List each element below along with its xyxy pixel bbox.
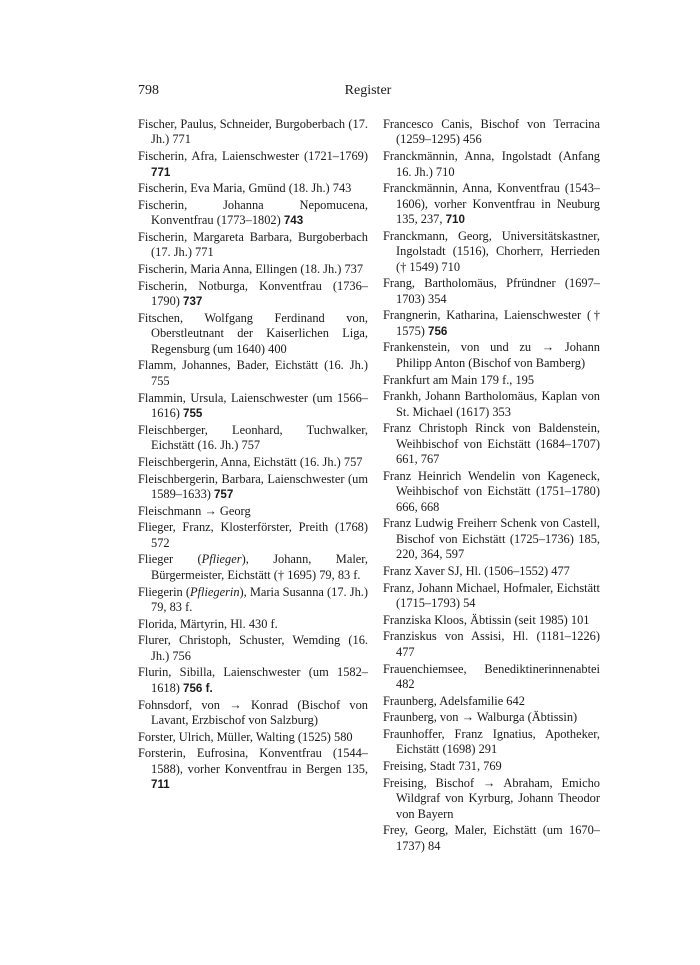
entry-text: Freising, Stadt 731, 769 [383, 759, 502, 774]
entry-text: Fleischbergerin, Anna, Eichstätt (16. Jh.) 757 [138, 454, 363, 469]
index-entry [383, 308, 600, 339]
index-entry [138, 391, 368, 422]
entry-text: Fischerin, Margareta Barbara, Burgoberbach (17. Jh.) 771 [138, 230, 368, 260]
index-entry [138, 585, 368, 616]
index-entry [383, 629, 600, 660]
index-entry [383, 229, 600, 275]
index-entry [383, 276, 600, 307]
entry-main-reference: 756 [428, 324, 448, 338]
index-entry [138, 520, 368, 551]
index-entry [383, 581, 600, 612]
entry-main-reference: 755 [183, 406, 203, 420]
index-entry [383, 776, 600, 822]
index-entry [138, 455, 368, 470]
index-entry [383, 389, 600, 420]
entry-text: Frangnerin, Katharina, Laienschwester († 1575) [383, 308, 600, 338]
index-entry [383, 694, 600, 709]
entry-text: Flammin, Ursula, Laienschwester (um 1566–1616) [138, 390, 368, 420]
index-entry [383, 613, 600, 628]
entry-text: Frauenchiemsee, Benediktinerinnenabtei 482 [383, 661, 600, 691]
entry-text: Flamm, Johannes, Bader, Eichstätt (16. Jh.) 755 [138, 358, 368, 388]
entry-main-reference: 771 [151, 165, 171, 179]
index-entry [138, 262, 368, 277]
index-entry [383, 340, 600, 371]
index-entry [138, 423, 368, 454]
index-entry [383, 373, 600, 388]
index-entry [383, 181, 600, 227]
entry-text: Freising, Bischof → Abraham, Emicho Wildgraf von Kyrburg, Johann Theodor von Bayern [383, 775, 600, 821]
entry-text: Flurer, Christoph, Schuster, Wemding (16. Jh.) 756 [138, 633, 368, 663]
index-entry [138, 633, 368, 664]
entry-text: Franz Heinrich Wendelin von Kageneck, Weihbischof von Eichstätt (1751–1780) 666, 668 [383, 468, 600, 514]
index-entry [383, 516, 600, 562]
index-entry [383, 710, 600, 725]
index-entry [138, 552, 368, 583]
entry-text: Fischerin, Afra, Laienschwester (1721–1769) [138, 149, 368, 164]
entry-text: Fleischmann → Georg [138, 503, 251, 518]
entry-text: Fraunhoffer, Franz Ignatius, Apotheker, Eichstätt (1698) 291 [383, 727, 600, 757]
entry-text: Frang, Bartholomäus, Pfründner (1697–1703) 354 [383, 276, 600, 306]
index-entry [138, 746, 368, 792]
entry-text: Fleischberger, Leonhard, Tuchwalker, Eichstätt (16. Jh.) 757 [138, 422, 368, 453]
entry-text: Forsterin, Eufrosina, Konventfrau (1544–1588), vorher Konventfrau in Bergen 135, [138, 746, 368, 776]
entry-text: Fischerin, Notburga, Konventfrau (1736–1790) [138, 278, 368, 309]
index-entry [138, 198, 368, 229]
entry-main-reference: 711 [151, 778, 170, 792]
index-entry [383, 421, 600, 467]
entry-text: Franziska Kloos, Äbtissin (seit 1985) 101 [383, 612, 590, 627]
index-entry [383, 662, 600, 693]
entry-main-reference: 743 [283, 214, 304, 228]
index-entry [138, 698, 368, 729]
entry-text: ), Maria Susanna (17. Jh.) 79, 83 f. [151, 584, 368, 614]
index-entry [383, 823, 600, 854]
entry-text: Forster, Ulrich, Müller, Walting (1525) 580 [138, 729, 353, 744]
entry-text: Fleischbergerin, Barbara, Laienschwester (um 1589–1633) [138, 471, 368, 501]
running-head: Register [344, 83, 392, 98]
entry-text: Fischerin, Johanna Nepomucena, Konventfrau (1773–1802) [138, 197, 368, 228]
entry-text: Fischer, Paulus, Schneider, Burgoberbach (17. Jh.) 771 [138, 117, 368, 147]
index-entry [383, 759, 600, 774]
entry-variant-name: Pfliegerin [189, 584, 240, 599]
entry-text: Fohnsdorf, von → Konrad (Bischof von Lavant, Erzbischof von Salzburg) [138, 697, 368, 727]
entry-text-prefix: Flieger ( [138, 552, 202, 567]
index-entry [138, 730, 368, 745]
entry-text: Fitschen, Wolfgang Ferdinand von, Oberstleutnant der Kaiserlichen Liga, Regensburg (um 1640) 400 [138, 310, 368, 356]
index-entry [138, 358, 368, 389]
entry-variant-name: Pflieger [201, 552, 242, 567]
entry-text: Frankfurt am Main 179 f., 195 [383, 372, 535, 387]
index-entry [138, 472, 368, 503]
entry-text: Franziskus von Assisi, Hl. (1181–1226) 477 [383, 629, 600, 659]
index-entry [138, 665, 368, 696]
entry-text: Franckmann, Georg, Universitätskastner, Ingolstadt (1516), Chorherr, Herrieden († 1549) 710 [383, 228, 600, 274]
index-entry [383, 149, 600, 180]
index-column-left [138, 117, 368, 794]
page-number: 798 [138, 83, 159, 98]
entry-text: Franz Ludwig Freiherr Schenk von Castell, Bischof von Eichstätt (1725–1736) 185, 220, 364, 597 [383, 516, 600, 562]
index-entry [383, 564, 600, 579]
page-header [138, 83, 598, 103]
entry-text: Fischerin, Eva Maria, Gmünd (18. Jh.) 743 [138, 181, 352, 196]
entry-text: Florida, Märtyrin, Hl. 430 f. [138, 616, 278, 631]
entry-main-reference: 757 [213, 487, 234, 501]
entry-main-reference: 737 [183, 295, 203, 309]
index-column-right [383, 117, 600, 856]
entry-main-reference: 756 f. [183, 681, 213, 695]
entry-text: Frankh, Johann Bartholomäus, Kaplan von St. Michael (1617) 353 [383, 389, 600, 419]
index-entry [138, 504, 368, 519]
entry-text: ), Johann, Maler, Bürgermeister, Eichstätt († 1695) 79, 83 f. [151, 552, 368, 582]
entry-text: Franz Christoph Rinck von Baldenstein, Weihbischof von Eichstätt (1684–1707) 661, 767 [383, 421, 600, 467]
entry-main-reference: 710 [445, 213, 465, 227]
index-entry [383, 469, 600, 515]
entry-text: Franckmännin, Anna, Ingolstadt (Anfang 16. Jh.) 710 [383, 149, 600, 179]
entry-text: Frey, Georg, Maler, Eichstätt (um 1670–1737) 84 [383, 823, 600, 853]
index-entry [138, 230, 368, 261]
index-entry [138, 617, 368, 632]
entry-text: Frankenstein, von und zu → Johann Philipp Anton (Bischof von Bamberg) [383, 340, 600, 370]
index-entry [383, 117, 600, 148]
entry-text-prefix: Fliegerin ( [138, 584, 190, 599]
entry-text: Fraunberg, von → Walburga (Äbtissin) [383, 710, 578, 725]
index-entry [138, 149, 368, 180]
entry-text: Flurin, Sibilla, Laienschwester (um 1582–1618) [138, 665, 368, 695]
entry-text: Fischerin, Maria Anna, Ellingen (18. Jh.) 737 [138, 262, 364, 277]
index-entry [383, 727, 600, 758]
entry-text: Franz Xaver SJ, Hl. (1506–1552) 477 [383, 563, 570, 578]
entry-text: Franckmännin, Anna, Konventfrau (1543–1606), vorher Konventfrau in Neuburg 135, 237, [383, 181, 600, 227]
index-entry [138, 117, 368, 148]
entry-text: Flieger, Franz, Klosterförster, Preith (1768) 572 [138, 520, 368, 550]
index-entry [138, 311, 368, 357]
entry-text: Francesco Canis, Bischof von Terracina (1259–1295) 456 [383, 117, 600, 147]
entry-text: Fraunberg, Adelsfamilie 642 [383, 693, 525, 708]
index-entry [138, 279, 368, 310]
entry-text: Franz, Johann Michael, Hofmaler, Eichstätt (1715–1793) 54 [383, 580, 600, 611]
index-entry [138, 181, 368, 196]
